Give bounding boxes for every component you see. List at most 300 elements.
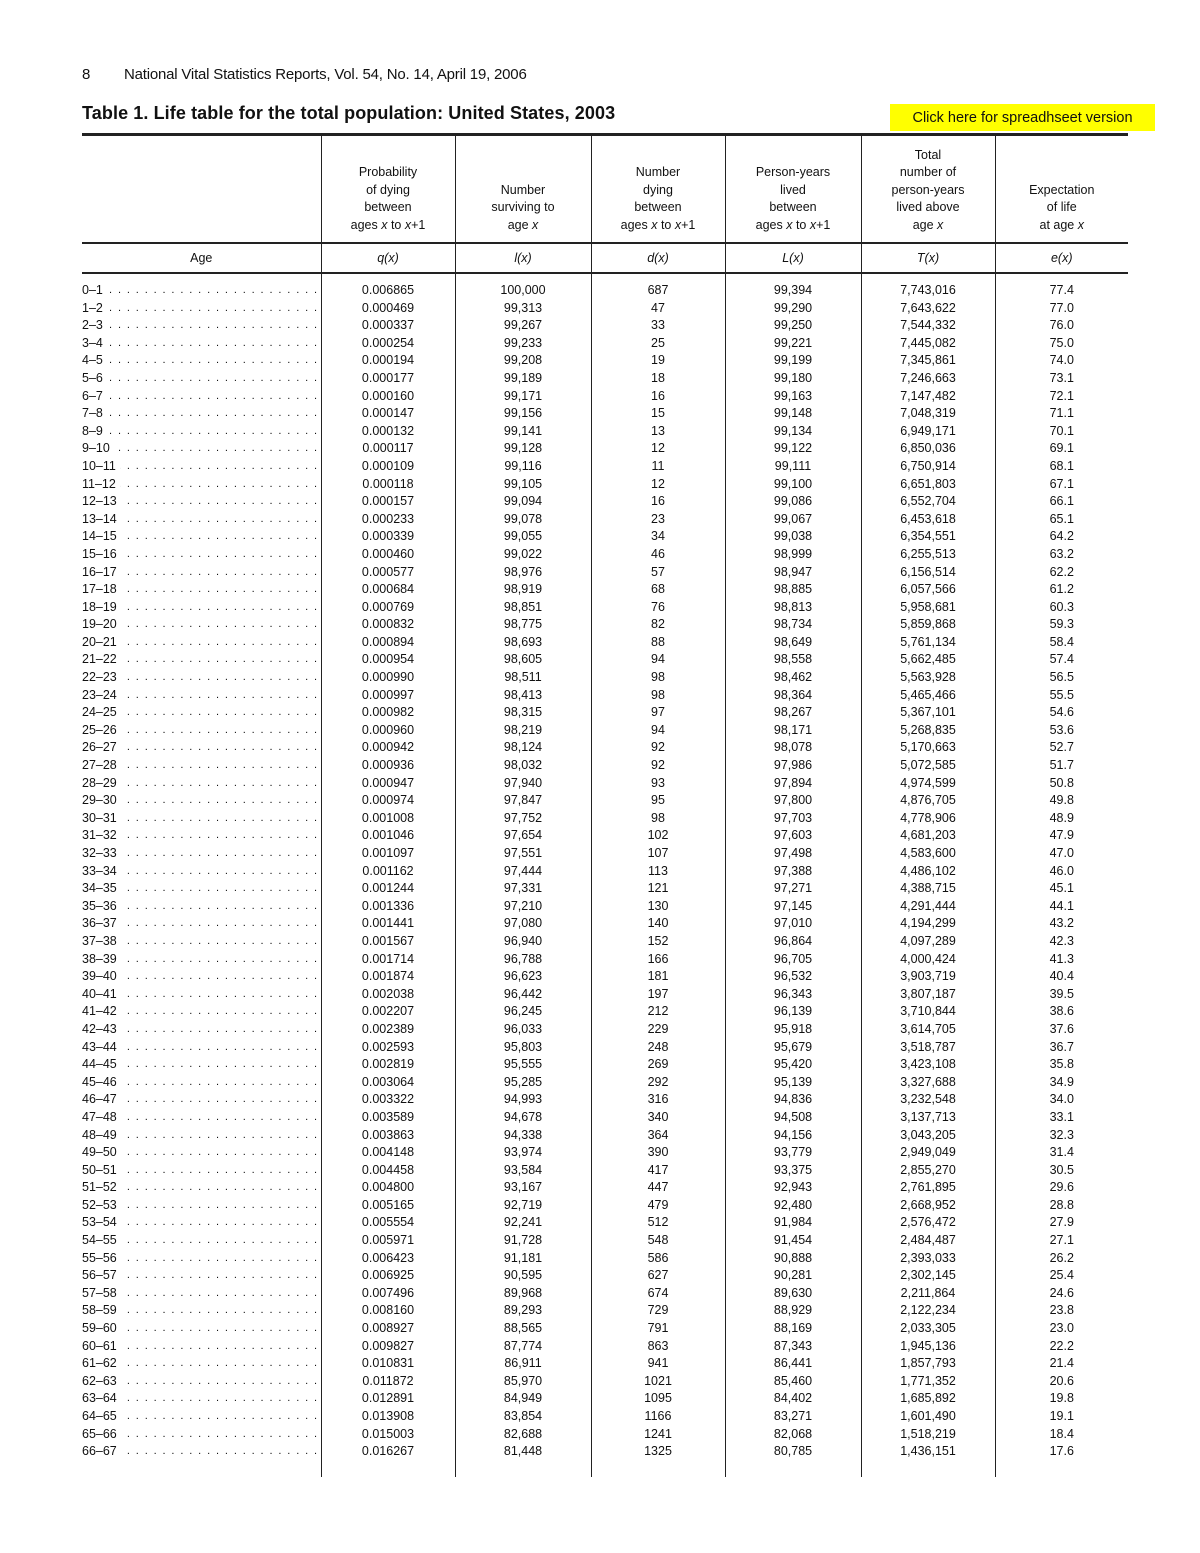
qx-cell: 0.000177: [321, 370, 455, 388]
ex-cell: 75.0: [995, 335, 1128, 353]
ex-cell: 21.4: [995, 1355, 1128, 1373]
Tx-cell: 2,761,895: [861, 1179, 995, 1197]
table-row: [82, 440, 1128, 458]
age-label: 51–52: [82, 1180, 121, 1194]
ex-cell: 30.5: [995, 1162, 1128, 1180]
dx-cell: 479: [591, 1197, 725, 1215]
age-label: 64–65: [82, 1409, 121, 1423]
age-label: 12–13: [82, 494, 121, 508]
ex-cell: 37.6: [995, 1021, 1128, 1039]
spreadsheet-version-link[interactable]: Click here for spreadhseet version: [890, 104, 1155, 131]
Lx-cell: 95,420: [725, 1056, 861, 1074]
qx-cell: 0.001336: [321, 898, 455, 916]
age-label: 48–49: [82, 1128, 121, 1142]
Tx-cell: 6,156,514: [861, 564, 995, 582]
Lx-cell: 97,703: [725, 810, 861, 828]
dx-cell: 687: [591, 273, 725, 300]
age-label: 56–57: [82, 1268, 121, 1282]
table-row: [82, 1408, 1128, 1426]
age-label: 34–35: [82, 881, 121, 895]
lx-cell: 98,124: [455, 739, 591, 757]
age-label: 61–62: [82, 1356, 121, 1370]
qx-cell: 0.000337: [321, 317, 455, 335]
life-table: [82, 133, 1128, 1477]
age-label: 33–34: [82, 864, 121, 878]
table-bottom-spacer: [82, 1461, 1128, 1477]
table-row: [82, 845, 1128, 863]
Tx-cell: 7,147,482: [861, 388, 995, 406]
age-cell: [82, 352, 321, 370]
table-row: [82, 581, 1128, 599]
ex-cell: 23.8: [995, 1302, 1128, 1320]
Tx-cell: 3,614,705: [861, 1021, 995, 1039]
table-row: [82, 388, 1128, 406]
dx-cell: 130: [591, 898, 725, 916]
age-label: 29–30: [82, 793, 121, 807]
lx-cell: 95,555: [455, 1056, 591, 1074]
Tx-cell: 6,552,704: [861, 493, 995, 511]
table-row: [82, 476, 1128, 494]
dx-cell: 340: [591, 1109, 725, 1127]
age-cell: [82, 968, 321, 986]
age-cell: [82, 528, 321, 546]
age-cell: [82, 810, 321, 828]
Lx-cell: 90,281: [725, 1267, 861, 1285]
Lx-cell: 99,038: [725, 528, 861, 546]
qx-cell: 0.000954: [321, 651, 455, 669]
Tx-cell: 5,563,928: [861, 669, 995, 687]
ex-cell: 22.2: [995, 1338, 1128, 1356]
dx-cell: 47: [591, 300, 725, 318]
age-cell: [82, 273, 321, 300]
ex-cell: 71.1: [995, 405, 1128, 423]
age-label: 7–8: [82, 406, 107, 420]
lx-cell: 97,551: [455, 845, 591, 863]
Tx-cell: 7,445,082: [861, 335, 995, 353]
table-row: [82, 1127, 1128, 1145]
qx-cell: 0.000769: [321, 599, 455, 617]
Lx-cell: 95,139: [725, 1074, 861, 1092]
qx-cell: 0.000194: [321, 352, 455, 370]
table-row: [82, 370, 1128, 388]
qx-symbol: q(x): [321, 243, 455, 273]
dx-cell: 76: [591, 599, 725, 617]
table-row: [82, 933, 1128, 951]
age-label: 0–1: [82, 283, 107, 297]
spacer-cell: [321, 1461, 455, 1477]
lx-cell: 99,116: [455, 458, 591, 476]
ex-cell: 28.8: [995, 1197, 1128, 1215]
qx-cell: 0.001441: [321, 915, 455, 933]
qx-cell: 0.002389: [321, 1021, 455, 1039]
Tx-cell: 1,601,490: [861, 1408, 995, 1426]
qx-cell: 0.000936: [321, 757, 455, 775]
lx-symbol: l(x): [455, 243, 591, 273]
age-cell: [82, 1039, 321, 1057]
Lx-cell: 99,148: [725, 405, 861, 423]
Lx-cell: 84,402: [725, 1390, 861, 1408]
dx-cell: 102: [591, 827, 725, 845]
Lx-cell: 96,139: [725, 1003, 861, 1021]
age-cell: [82, 1056, 321, 1074]
age-cell: [82, 933, 321, 951]
table-row: [82, 528, 1128, 546]
Lx-cell: 99,221: [725, 335, 861, 353]
age-label: 18–19: [82, 600, 121, 614]
table-row: [82, 1355, 1128, 1373]
Tx-cell: 4,974,599: [861, 775, 995, 793]
Lx-cell: 97,145: [725, 898, 861, 916]
age-label: 5–6: [82, 371, 107, 385]
lx-cell: 99,156: [455, 405, 591, 423]
qx-cell: 0.003322: [321, 1091, 455, 1109]
lx-cell: 97,847: [455, 792, 591, 810]
qx-cell: 0.000990: [321, 669, 455, 687]
Lx-cell: 99,100: [725, 476, 861, 494]
dx-cell: 94: [591, 651, 725, 669]
lx-cell: 99,233: [455, 335, 591, 353]
dx-cell: 791: [591, 1320, 725, 1338]
table-row: [82, 1179, 1128, 1197]
age-cell: [82, 898, 321, 916]
lx-cell: 93,167: [455, 1179, 591, 1197]
Lx-cell: 99,086: [725, 493, 861, 511]
lx-cell: 96,623: [455, 968, 591, 986]
dx-cell: 33: [591, 317, 725, 335]
Lx-cell: 97,603: [725, 827, 861, 845]
qx-cell: 0.004458: [321, 1162, 455, 1180]
ex-cell: 53.6: [995, 722, 1128, 740]
lx-cell: 89,293: [455, 1302, 591, 1320]
table-row: [82, 651, 1128, 669]
Lx-cell: 83,271: [725, 1408, 861, 1426]
age-cell: [82, 476, 321, 494]
age-label: 11–12: [82, 477, 120, 491]
ex-cell: 51.7: [995, 757, 1128, 775]
spacer-cell: [725, 1461, 861, 1477]
age-cell: [82, 1091, 321, 1109]
ex-cell: 62.2: [995, 564, 1128, 582]
ex-heading: Expectation of life at age x: [995, 135, 1128, 244]
Tx-cell: 3,903,719: [861, 968, 995, 986]
age-label: 37–38: [82, 934, 121, 948]
qx-cell: 0.001046: [321, 827, 455, 845]
lx-cell: 99,128: [455, 440, 591, 458]
table-row: [82, 405, 1128, 423]
age-label: 20–21: [82, 635, 121, 649]
Tx-symbol: T(x): [861, 243, 995, 273]
age-label: 39–40: [82, 969, 121, 983]
qx-cell: 0.002593: [321, 1039, 455, 1057]
age-heading-blank: [82, 135, 321, 244]
table-row: [82, 511, 1128, 529]
table-row: [82, 1302, 1128, 1320]
age-label: 2–3: [82, 318, 107, 332]
lx-cell: 91,728: [455, 1232, 591, 1250]
ex-cell: 32.3: [995, 1127, 1128, 1145]
table-row: [82, 951, 1128, 969]
qx-cell: 0.015003: [321, 1426, 455, 1444]
lx-cell: 96,940: [455, 933, 591, 951]
spacer-cell: [455, 1461, 591, 1477]
Tx-cell: 2,393,033: [861, 1250, 995, 1268]
age-label: 4–5: [82, 353, 107, 367]
qx-cell: 0.000577: [321, 564, 455, 582]
dx-cell: 16: [591, 388, 725, 406]
ex-cell: 34.9: [995, 1074, 1128, 1092]
dx-cell: 95: [591, 792, 725, 810]
Lx-cell: 99,180: [725, 370, 861, 388]
age-cell: [82, 440, 321, 458]
Lx-cell: 99,122: [725, 440, 861, 458]
Lx-cell: 92,480: [725, 1197, 861, 1215]
dx-cell: 586: [591, 1250, 725, 1268]
ex-cell: 67.1: [995, 476, 1128, 494]
table-row: [82, 1074, 1128, 1092]
table-row: [82, 546, 1128, 564]
age-cell: [82, 827, 321, 845]
age-cell: [82, 1179, 321, 1197]
dx-cell: 364: [591, 1127, 725, 1145]
Lx-cell: 80,785: [725, 1443, 861, 1461]
age-cell: [82, 493, 321, 511]
dx-cell: 447: [591, 1179, 725, 1197]
table-row: [82, 1285, 1128, 1303]
dx-cell: 23: [591, 511, 725, 529]
qx-cell: 0.000947: [321, 775, 455, 793]
lx-cell: 99,171: [455, 388, 591, 406]
qx-cell: 0.000982: [321, 704, 455, 722]
dx-cell: 98: [591, 669, 725, 687]
age-label: 50–51: [82, 1163, 121, 1177]
age-label: 44–45: [82, 1057, 121, 1071]
Lx-cell: 94,508: [725, 1109, 861, 1127]
qx-cell: 0.002819: [321, 1056, 455, 1074]
age-cell: [82, 1003, 321, 1021]
Tx-cell: 3,423,108: [861, 1056, 995, 1074]
age-cell: [82, 1144, 321, 1162]
age-label: 32–33: [82, 846, 121, 860]
Lx-cell: 94,836: [725, 1091, 861, 1109]
dx-cell: 98: [591, 687, 725, 705]
qx-cell: 0.000109: [321, 458, 455, 476]
dx-cell: 197: [591, 986, 725, 1004]
age-label: 45–46: [82, 1075, 121, 1089]
Tx-cell: 6,354,551: [861, 528, 995, 546]
qx-cell: 0.001244: [321, 880, 455, 898]
age-cell: [82, 704, 321, 722]
Lx-cell: 94,156: [725, 1127, 861, 1145]
age-cell: [82, 423, 321, 441]
table-row: [82, 704, 1128, 722]
qx-cell: 0.000974: [321, 792, 455, 810]
age-cell: [82, 880, 321, 898]
age-label: 21–22: [82, 652, 121, 666]
ex-cell: 60.3: [995, 599, 1128, 617]
Lx-cell: 82,068: [725, 1426, 861, 1444]
table-row: [82, 863, 1128, 881]
age-cell: [82, 669, 321, 687]
Tx-cell: 1,771,352: [861, 1373, 995, 1391]
dx-cell: 11: [591, 458, 725, 476]
Tx-cell: 7,345,861: [861, 352, 995, 370]
age-cell: [82, 1232, 321, 1250]
dx-cell: 1095: [591, 1390, 725, 1408]
Lx-cell: 98,885: [725, 581, 861, 599]
lx-cell: 98,919: [455, 581, 591, 599]
qx-cell: 0.000997: [321, 687, 455, 705]
dx-cell: 18: [591, 370, 725, 388]
lx-cell: 86,911: [455, 1355, 591, 1373]
table-row: [82, 669, 1128, 687]
table-row: [82, 599, 1128, 617]
lx-cell: 96,245: [455, 1003, 591, 1021]
qx-cell: 0.000684: [321, 581, 455, 599]
dx-cell: 121: [591, 880, 725, 898]
Tx-cell: 1,857,793: [861, 1355, 995, 1373]
age-label: 31–32: [82, 828, 121, 842]
table-row: [82, 300, 1128, 318]
table-row: [82, 1197, 1128, 1215]
lx-cell: 95,285: [455, 1074, 591, 1092]
ex-cell: 58.4: [995, 634, 1128, 652]
age-cell: [82, 1021, 321, 1039]
age-label: 38–39: [82, 952, 121, 966]
table-title: Table 1. Life table for the total population: United States, 2003: [82, 103, 616, 123]
qx-cell: 0.000942: [321, 739, 455, 757]
dx-cell: 68: [591, 581, 725, 599]
age-label: 22–23: [82, 670, 121, 684]
qx-cell: 0.001162: [321, 863, 455, 881]
dx-cell: 13: [591, 423, 725, 441]
Lx-cell: 90,888: [725, 1250, 861, 1268]
ex-cell: 31.4: [995, 1144, 1128, 1162]
lx-cell: 99,022: [455, 546, 591, 564]
dx-cell: 19: [591, 352, 725, 370]
Tx-cell: 7,246,663: [861, 370, 995, 388]
table-row: [82, 335, 1128, 353]
age-label: 14–15: [82, 529, 121, 543]
ex-cell: 24.6: [995, 1285, 1128, 1303]
ex-cell: 17.6: [995, 1443, 1128, 1461]
age-label: 58–59: [82, 1303, 121, 1317]
ex-cell: 44.1: [995, 898, 1128, 916]
Tx-cell: 6,750,914: [861, 458, 995, 476]
lx-cell: 92,719: [455, 1197, 591, 1215]
age-cell: [82, 1074, 321, 1092]
dx-cell: 46: [591, 546, 725, 564]
Tx-cell: 1,685,892: [861, 1390, 995, 1408]
Tx-cell: 2,668,952: [861, 1197, 995, 1215]
lx-cell: 96,788: [455, 951, 591, 969]
qx-cell: 0.000160: [321, 388, 455, 406]
table-row: [82, 564, 1128, 582]
Tx-cell: 4,388,715: [861, 880, 995, 898]
qx-cell: 0.003863: [321, 1127, 455, 1145]
ex-cell: 39.5: [995, 986, 1128, 1004]
age-label: 43–44: [82, 1040, 121, 1054]
age-cell: [82, 1214, 321, 1232]
table-row: [82, 1056, 1128, 1074]
Lx-cell: 99,290: [725, 300, 861, 318]
age-cell: [82, 1285, 321, 1303]
table-row: [82, 493, 1128, 511]
ex-cell: 76.0: [995, 317, 1128, 335]
age-cell: [82, 1338, 321, 1356]
dx-cell: 166: [591, 951, 725, 969]
qx-cell: 0.001714: [321, 951, 455, 969]
ex-cell: 66.1: [995, 493, 1128, 511]
lx-cell: 99,313: [455, 300, 591, 318]
table-row: [82, 1039, 1128, 1057]
qx-cell: 0.007496: [321, 1285, 455, 1303]
qx-cell: 0.000894: [321, 634, 455, 652]
lx-cell: 84,949: [455, 1390, 591, 1408]
qx-cell: 0.003589: [321, 1109, 455, 1127]
age-label: 17–18: [82, 582, 121, 596]
qx-cell: 0.012891: [321, 1390, 455, 1408]
age-label: 47–48: [82, 1110, 121, 1124]
age-cell: [82, 1267, 321, 1285]
table-row: [82, 1390, 1128, 1408]
age-label: 49–50: [82, 1145, 121, 1159]
table-row: [82, 1267, 1128, 1285]
dx-cell: 390: [591, 1144, 725, 1162]
lx-cell: 94,993: [455, 1091, 591, 1109]
Lx-cell: 98,078: [725, 739, 861, 757]
age-cell: [82, 775, 321, 793]
qx-cell: 0.002207: [321, 1003, 455, 1021]
age-label: 59–60: [82, 1321, 121, 1335]
dx-cell: 229: [591, 1021, 725, 1039]
dx-cell: 863: [591, 1338, 725, 1356]
age-cell: [82, 1250, 321, 1268]
age-cell: [82, 1320, 321, 1338]
dx-cell: 88: [591, 634, 725, 652]
age-cell: [82, 599, 321, 617]
age-cell: [82, 739, 321, 757]
qx-cell: 0.000960: [321, 722, 455, 740]
Tx-cell: 4,000,424: [861, 951, 995, 969]
qx-cell: 0.000254: [321, 335, 455, 353]
Lx-cell: 98,462: [725, 669, 861, 687]
Tx-cell: 2,855,270: [861, 1162, 995, 1180]
Lx-cell: 95,918: [725, 1021, 861, 1039]
age-label: 65–66: [82, 1427, 121, 1441]
age-cell: [82, 1408, 321, 1426]
Tx-cell: 3,710,844: [861, 1003, 995, 1021]
Lx-cell: 96,864: [725, 933, 861, 951]
Tx-cell: 4,486,102: [861, 863, 995, 881]
ex-cell: 77.4: [995, 273, 1128, 300]
Lx-cell: 95,679: [725, 1039, 861, 1057]
age-cell: [82, 863, 321, 881]
Tx-cell: 6,850,036: [861, 440, 995, 458]
Tx-cell: 4,583,600: [861, 845, 995, 863]
lx-cell: 99,267: [455, 317, 591, 335]
dx-cell: 548: [591, 1232, 725, 1250]
Lx-cell: 97,800: [725, 792, 861, 810]
table-row: [82, 722, 1128, 740]
ex-cell: 27.9: [995, 1214, 1128, 1232]
dx-cell: 140: [591, 915, 725, 933]
dx-cell: 93: [591, 775, 725, 793]
ex-cell: 57.4: [995, 651, 1128, 669]
lx-cell: 98,219: [455, 722, 591, 740]
lx-cell: 98,976: [455, 564, 591, 582]
ex-cell: 61.2: [995, 581, 1128, 599]
qx-heading: Probability of dying between ages x to x+1: [321, 135, 455, 244]
